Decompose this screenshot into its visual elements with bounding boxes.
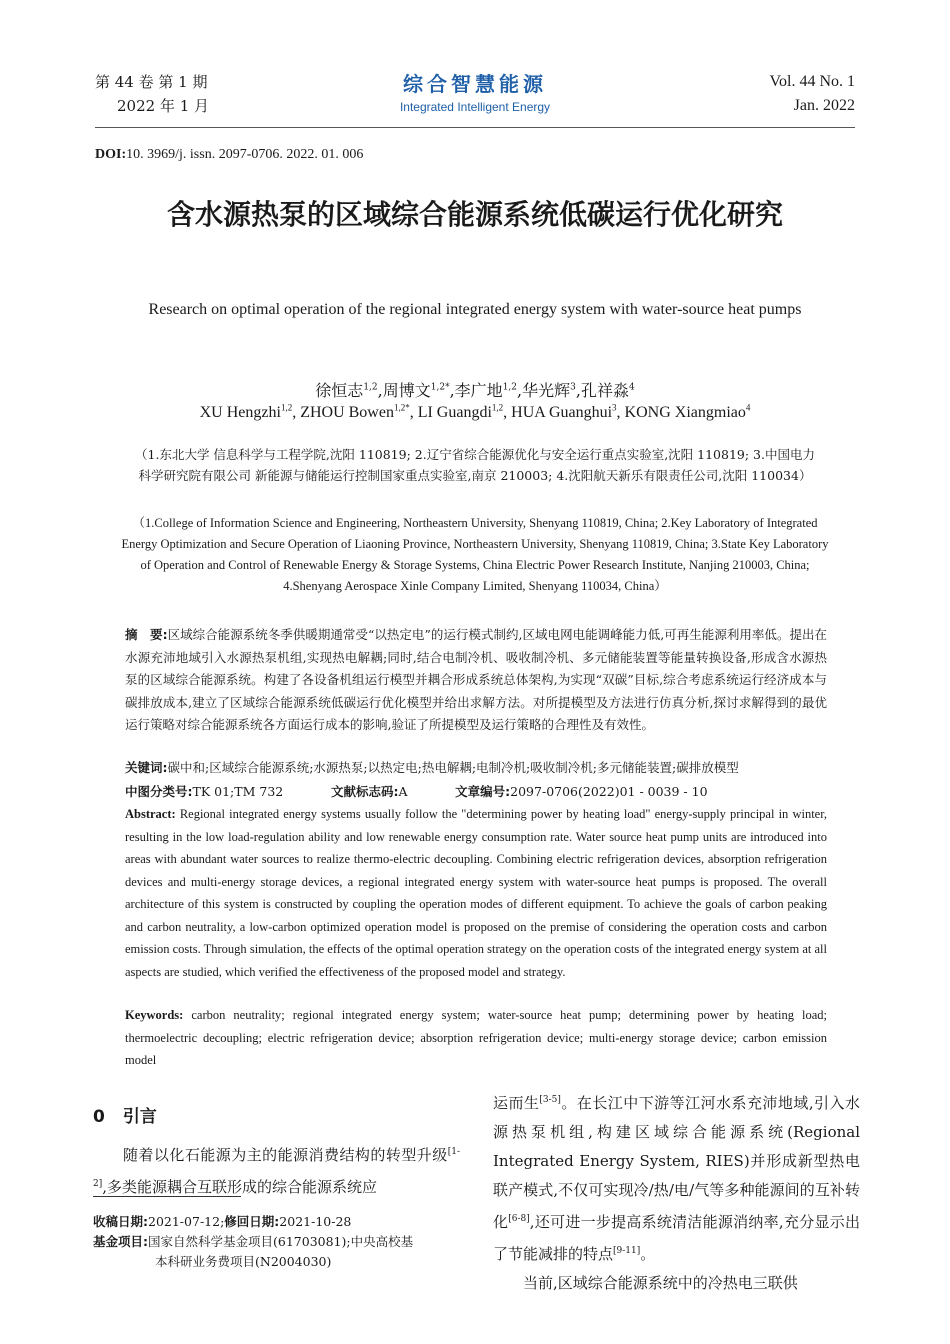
doc-code-value: A xyxy=(398,784,408,799)
section-title: 引言 xyxy=(122,1107,157,1127)
keywords-en xyxy=(125,1004,827,1072)
affiliations-en: （1.College of Information Science and Engineering, Northeastern University, Shenyang 110819, China; 2.Key Laboratory of Integrated Energy Optimization and Secure Operation of Liaoning Province, Northeastern University, Shenyang 110819, China; 3.State Key Laboratory of Operation and Control of Renewable Energy & Storage Systems, China Electric Power Research Institute, Nanjing 210003, China; 4.Shenyang Aerospace Xinle Company Limited, Shenyang 110034, China） xyxy=(121,516,829,593)
authors-cn xyxy=(0,378,950,401)
paragraph: 随着以化石能源为主的能源消费结构的转型升级[1-2],多类能源耦合互联形成的综合能源系统应 xyxy=(93,1146,460,1196)
affiliations-cn: （1.东北大学 信息科学与工程学院,沈阳 110819; 2.辽宁省综合能源优化与安全运行重点实验室,沈阳 110819; 3.中国电力科学研究院有限公司 新能源与储能运行控制国家重点实验室,南京 210003; 4.沈阳航天新乐有限责任公司,沈阳 110034） xyxy=(135,447,815,483)
doi-label: DOI: xyxy=(95,147,127,162)
body-left-column xyxy=(93,1138,460,1202)
footnote-fund: 基金项目:国家自然科学基金项目(61703081);中央高校基 xyxy=(93,1234,414,1249)
author-en: HUA Guanghui$^3$, xyxy=(511,403,625,422)
author-en: XU Hengzhi$^{1,2}$, xyxy=(199,403,301,422)
clc-label: 中图分类号: xyxy=(125,784,193,799)
keywords-en-label: Keywords: xyxy=(125,1008,184,1022)
abstract-en-text: Regional integrated energy systems usually follow the "determining power by heating load" energy-supply principal in winter, resulting in the low load-regulation ability and low renewable energy consumption rate. Water source heat pump units are introduced into areas with abundant water sources to realize thermo-electric decoupling. Combining electric refrigeration devices, absorption refrigeration devices and multi-energy storage devices, a regional integrated energy system with water-source heat pumps is proposed. The overall architecture of this system is constructed by coupling the operation modes of different equipment. To achieve the goals of carbon peaking and carbon neutrality, a low-carbon optimized operation model is proposed on the premise of considering the operation costs and carbon emission costs. Through simulation, the effects of the optimal operation strategy on the operation costs of the integrated energy system at all aspects are studied, which verified the effectiveness of the proposed model and strategy. xyxy=(125,807,828,979)
author-cn: 徐恒志$^{1,2}$, xyxy=(315,381,383,400)
volume-en: Vol. 44 No. 1 xyxy=(769,73,855,90)
doi-line xyxy=(95,147,363,163)
paragraph: 当前,区域综合能源系统中的冷热电三联供 xyxy=(523,1274,798,1292)
doi-value: 10. 3969/j. issn. 2097-0706. 2022. 01. 006 xyxy=(126,147,364,162)
author-en: KONG Xiangmiao$^4$ xyxy=(624,403,751,422)
date-cn: 2022 年 1 月 xyxy=(117,97,210,115)
author-cn: 华光辉$^3$, xyxy=(522,381,581,400)
citation: [9-11] xyxy=(613,1246,641,1256)
body-right-column xyxy=(493,1086,860,1298)
journal-issue-en xyxy=(770,70,856,118)
paper-title-cn: 含水源热泵的区域综合能源系统低碳运行优化研究 xyxy=(166,198,783,231)
article-no-value: 2097-0706(2022)01 - 0039 - 10 xyxy=(510,784,708,799)
paragraph: 运而生[3-5]。在长江中下游等江河水系充沛地域,引入水源热泵机组,构建区域综合能源系统(Regional Integrated Energy System, RIES)并形成新型热电联产模式,不仅可实现冷/热/电/气等多种能源间的互补转化[6-8],还可进一步提高系统清洁能源消纳率,充分显示出了节能减排的特点[9-11]。 xyxy=(493,1094,860,1263)
citation: [6-8] xyxy=(508,1214,530,1224)
footnote-dates: 收稿日期:2021-07-12;修回日期:2021-10-28 xyxy=(93,1214,352,1229)
volume-cn: 第 44 卷 第 1 期 xyxy=(95,73,208,91)
abstract-en xyxy=(125,803,827,983)
paper-title-en: Research on optimal operation of the regional integrated energy system with water-source heat pumps xyxy=(148,301,802,318)
keywords-cn xyxy=(125,758,845,776)
author-en: ZHOU Bowen$^{1,2*}$, xyxy=(300,403,418,422)
article-no-label: 文章编号: xyxy=(455,784,511,799)
author-cn: 李广地$^{1,2}$, xyxy=(454,381,523,400)
author-cn: 孔祥淼$^4$ xyxy=(580,381,635,400)
keywords-en-text: carbon neutrality; regional integrated energy system; water-source heat pump; determining power by heating load; thermoelectric decoupling; electric refrigeration device; absorption refrigeration device; multi-energy storage device; carbon emission model xyxy=(125,1008,827,1067)
date-en: Jan. 2022 xyxy=(793,97,855,114)
abstract-cn-text: 区域综合能源系统冬季供暖期通常受“以热定电”的运行模式制约,区域电网电能调峰能力低,可再生能源利用率低。提出在水源充沛地域引入水源热泵机组,实现热电解耦;同时,结合电制冷机、吸收制冷机、多元储能装置等能量转换设备,形成含水源热泵的区域综合能源系统。构建了各设备机组运行模型并耦合形成系统总体架构,为实现“双碳”目标,综合考虑系统运行经济成本与碳排放成本,建立了区域综合能源系统低碳运行优化模型并给出求解方法。对所提模型及方法进行仿真分析,探讨求解得到的最优运行策略对综合能源系统各方面运行成本的影响,验证了所提模型及运行策略的合理性及有效性。 xyxy=(125,627,828,732)
keywords-cn-text: 碳中和;区域综合能源系统;水源热泵;以热定电;热电解耦;电制冷机;吸收制冷机;多元储能装置;碳排放模型 xyxy=(167,760,739,775)
abstract-cn-label: 摘 要: xyxy=(125,627,168,642)
author-en: LI Guangdi$^{1,2}$, xyxy=(417,403,512,422)
footnote xyxy=(93,1212,463,1272)
author-cn: 周博文$^{1,2*}$, xyxy=(382,381,455,400)
journal-name-en: Integrated Intelligent Energy xyxy=(399,100,551,114)
section-heading xyxy=(93,1102,157,1127)
clc-value: TK 01;TM 732 xyxy=(192,784,284,799)
footnote-divider xyxy=(93,1196,241,1197)
doc-code-label: 文献标志码: xyxy=(330,784,399,799)
footnote-fund-cont: 本科研业务费项目(N2004030) xyxy=(155,1254,332,1269)
keywords-cn-label: 关键词: xyxy=(125,760,168,775)
abstract-cn xyxy=(125,624,827,737)
journal-name-cn: 综合智慧能源 xyxy=(403,72,547,96)
header-divider xyxy=(95,127,855,128)
citation: [3-5] xyxy=(539,1095,561,1105)
citation: [1-2] xyxy=(93,1147,460,1189)
abstract-en-label: Abstract: xyxy=(125,807,176,821)
section-number: 0 xyxy=(93,1107,105,1127)
classification-line xyxy=(125,782,845,800)
authors-en xyxy=(0,403,950,422)
